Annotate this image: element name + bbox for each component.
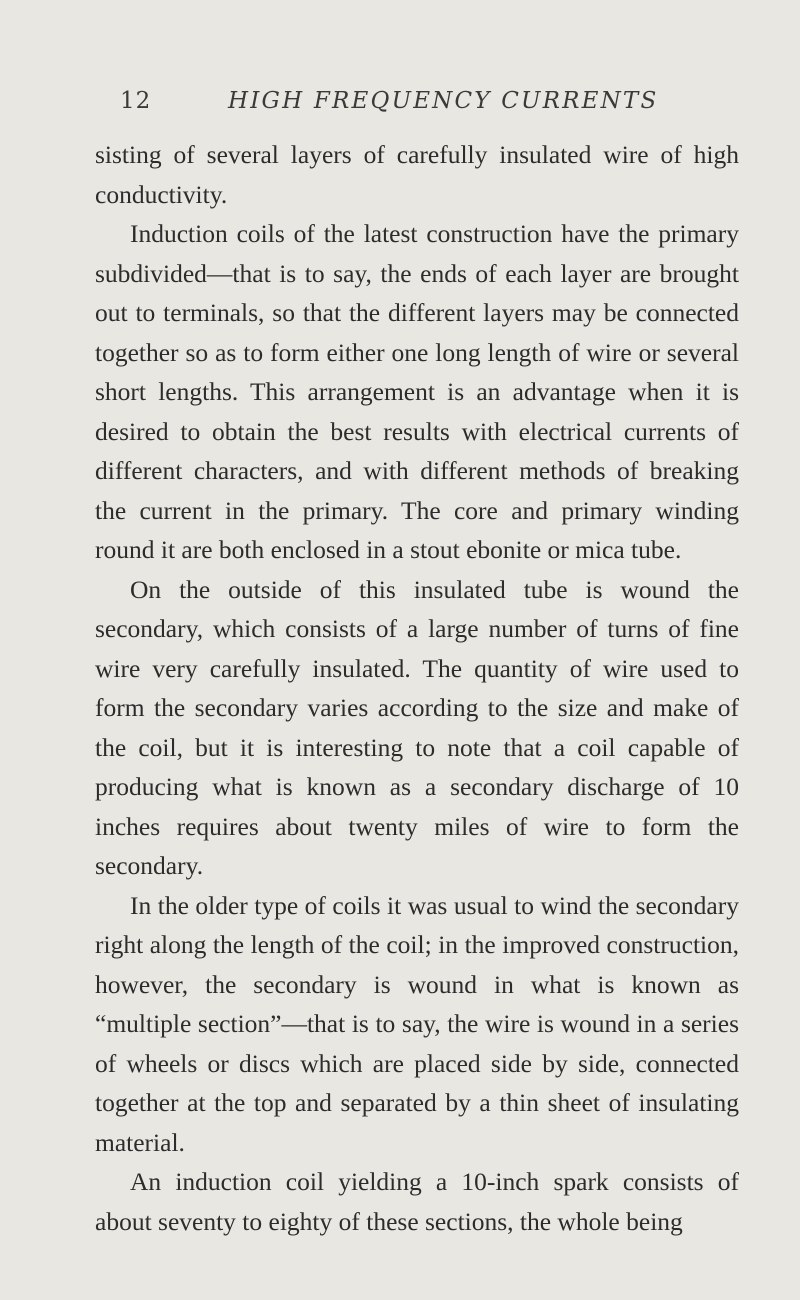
paragraph-multiple-section: In the older type of coils it was usual to wind the secondary right along the length of the coil; in the improved construction, however, the secondary is wound in what is known as “multiple section”—that is to say, the wire is wound in a series of wheels or discs which are placed side by side, connected together at the top and separated by a thin sheet of insulating material. bbox=[95, 890, 739, 1157]
body-text bbox=[95, 135, 739, 1241]
paragraph-secondary-winding: On the outside of this insulated tube is wound the secondary, which consists of a large number of turns of fine wire very carefully insulated. The quantity of wire used to form the secondary varies according to the size and make of the coil, but it is interesting to note that a coil capable of producing what is known as a secondary discharge of 10 inches requires about twenty miles of wire to form the secondary. bbox=[95, 574, 739, 880]
running-title: HIGH FREQUENCY CURRENTS bbox=[228, 88, 659, 114]
page-number: 12 bbox=[120, 88, 152, 114]
paragraph-primary-subdivided: Induction coils of the latest construction have the primary subdivided—that is to say, the ends of each layer are brought out to terminals, so that the different layers may be connected together so as to form either one long length of wire or several short lengths. This arrangement is an advantage when it is desired to obtain the best results with electrical currents of different characters, and with different methods of breaking the current in the primary. The core and primary winding round it are both enclosed in a stout ebonite or mica tube. bbox=[95, 219, 739, 564]
running-head bbox=[0, 88, 800, 122]
paragraph-ten-inch-spark: An induction coil yielding a 10-inch spark consists of about seventy to eighty of these sections, the whole being bbox=[95, 1167, 739, 1236]
paragraph-continuation: sisting of several layers of carefully insulated wire of high conductivity. bbox=[95, 140, 739, 209]
